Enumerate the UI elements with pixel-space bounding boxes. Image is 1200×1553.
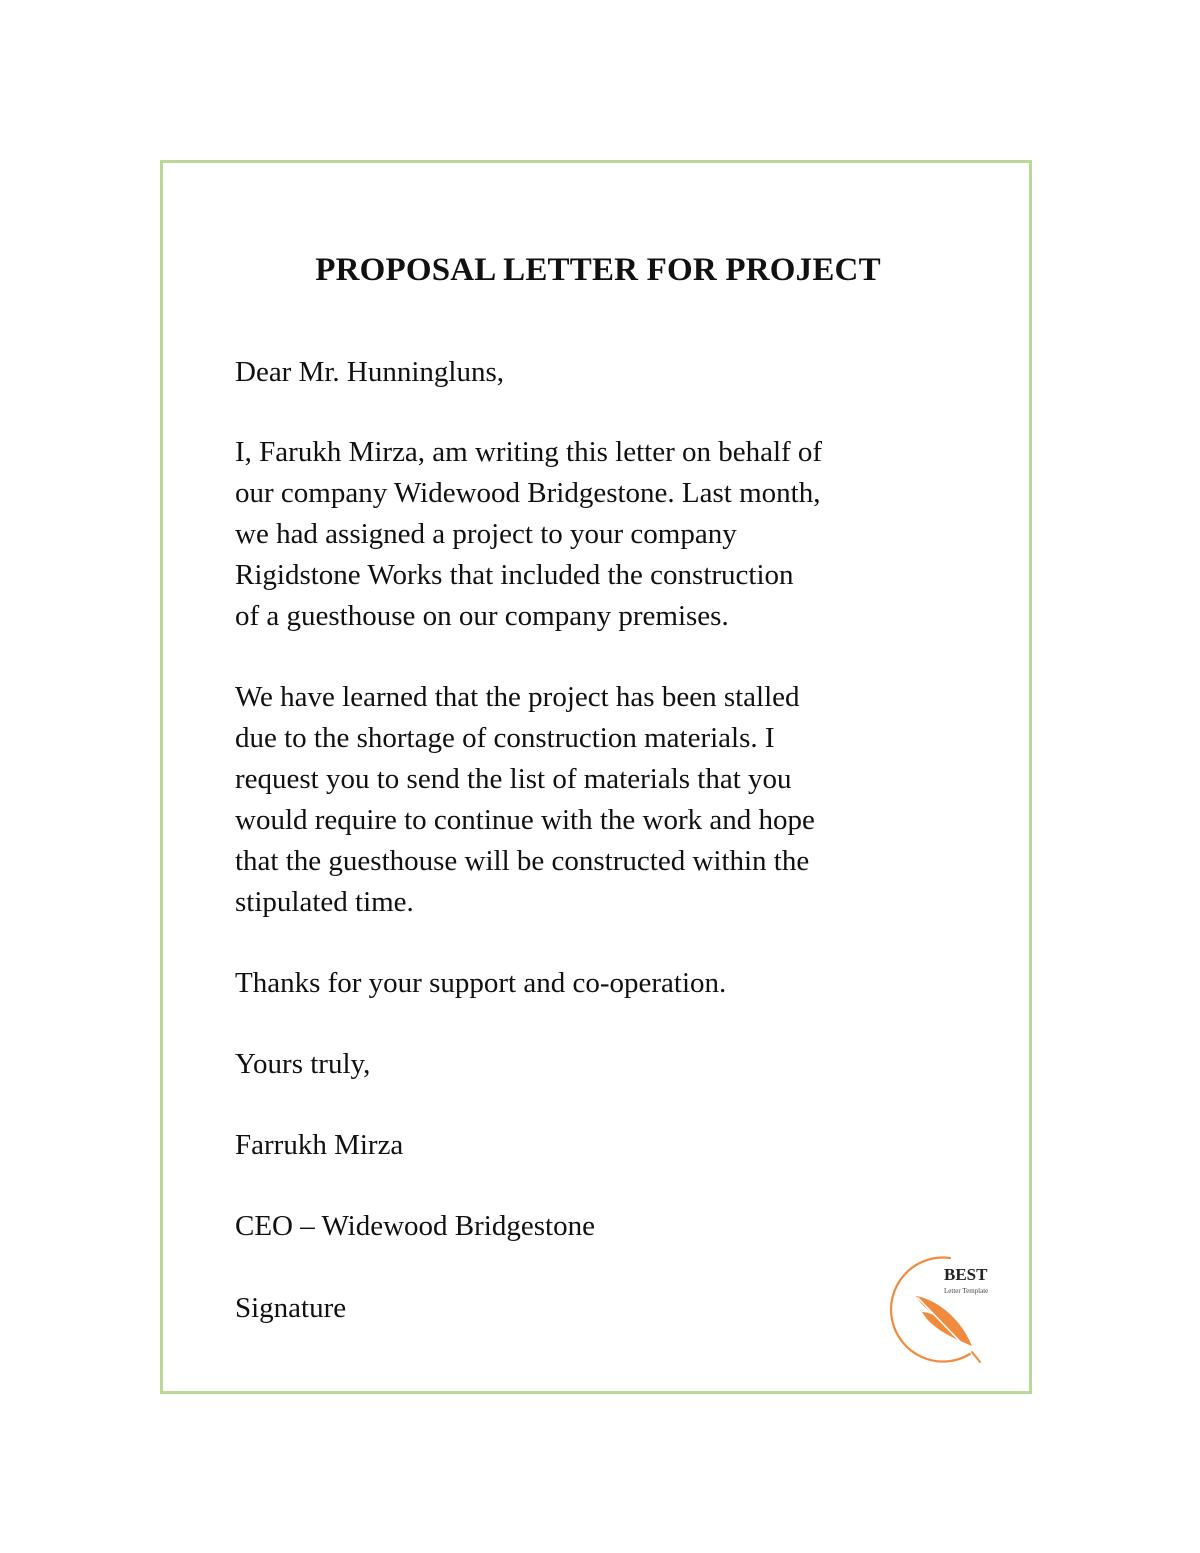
paragraph-intro	[235, 432, 955, 637]
letter-title-text: PROPOSAL LETTER FOR PROJECT	[315, 252, 881, 288]
paragraph-line: that the guesthouse will be constructed within the	[235, 845, 810, 877]
signature-label: Signature	[235, 1292, 347, 1324]
paragraph-line: We have learned that the project has been stalled	[235, 681, 800, 713]
best-letter-template-logo	[888, 1250, 1018, 1365]
paragraph-line: stipulated time.	[235, 886, 414, 918]
paragraph-line: of a guesthouse on our company premises.	[235, 600, 729, 632]
paragraph-line: due to the shortage of construction materials. I	[235, 722, 775, 754]
paragraph-line: would require to continue with the work and hope	[235, 804, 815, 836]
letter-title	[0, 252, 1200, 289]
paragraph-line: I, Farukh Mirza, am writing this letter on behalf of	[235, 436, 823, 468]
paragraph-request	[235, 677, 955, 923]
paragraph-line: we had assigned a project to your company	[235, 518, 737, 550]
paragraph-line: request you to send the list of materials that you	[235, 763, 792, 795]
paragraph-line: Rigidstone Works that included the construction	[235, 559, 794, 591]
sender-name: Farrukh Mirza	[235, 1129, 404, 1161]
sender-position: CEO – Widewood Bridgestone	[235, 1210, 595, 1242]
paragraph-line: Thanks for your support and co-operation.	[235, 967, 727, 999]
logo-tagline: Letter Template	[944, 1287, 989, 1295]
paragraph-thanks	[235, 963, 955, 1004]
salutation: Dear Mr. Hunningluns,	[235, 356, 505, 388]
feather-icon	[916, 1296, 980, 1362]
valediction: Yours truly,	[235, 1048, 371, 1080]
logo-brand: BEST	[944, 1265, 988, 1284]
paragraph-line: our company Widewood Bridgestone. Last month,	[235, 477, 821, 509]
